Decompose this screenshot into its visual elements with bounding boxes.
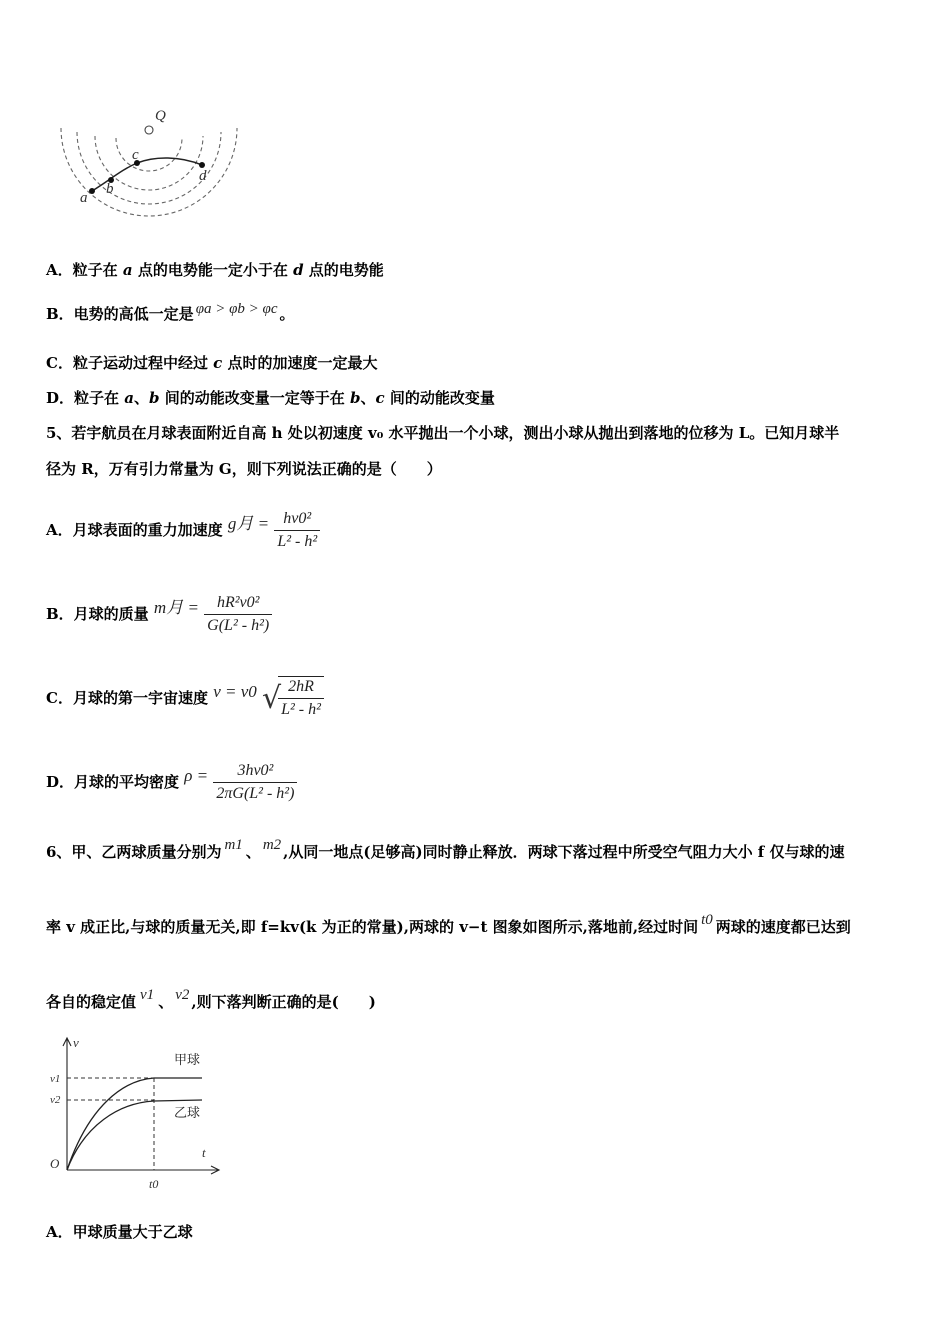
point-a: [89, 188, 95, 194]
curve-jia: [67, 1078, 202, 1170]
tick-t0: t0: [149, 1177, 159, 1191]
origin-label: O: [50, 1156, 60, 1171]
label-Q: Q: [155, 108, 166, 124]
q6-stem-line1: 6、甲、乙两球质量分别为 m1 、 m2 ,从同一地点(足够高)同时静止释放．两球下落过程中所受空气阻力大小 f 仅与球的速: [46, 837, 845, 861]
q6-stem-line2: 率 v 成正比,与球的质量无关,即 f=kv(k 为正的常量),两球的 v−t 图象如图所示,落地前,经过时间 t0 两球的速度都已达到: [46, 912, 851, 936]
q4-option-d: D．粒子在 a、b 间的动能改变量一定等于在 b、c 间的动能改变量: [46, 389, 495, 407]
q5-stem-line1: 5、若宇航员在月球表面附近自高 h 处以初速度 v₀ 水平抛出一个小球，测出小球从抛出到落地的位移为 L。已知月球半: [46, 424, 840, 442]
label-b: b: [106, 181, 114, 197]
q5-option-b: B．月球的质量 m月 = $\frac{\text{hR²v0²}}{\text{G(L² - h²)}}$: [46, 591, 272, 636]
potential-inequality: φa > φb > φc: [195, 301, 278, 317]
formula-a-fraction: $\frac{\text{hv0²}}{\text{L² - h²}}$: [274, 509, 320, 552]
equipotential-line-1: [116, 138, 182, 171]
q5-option-d: D．月球的平均密度 ρ = $\frac{\text{3hv0²}}{\text{2πG(L² - h²)}}$: [46, 759, 297, 804]
label-d: d: [199, 168, 207, 184]
sqrt-sign: √: [261, 681, 282, 716]
q4-option-b: B．电势的高低一定是 φa > φb > φc 。: [46, 301, 295, 323]
tick-v1: v1: [50, 1073, 61, 1085]
formula-c-fraction: $\frac{2hR}{\text{L² - h²}}$: [278, 676, 324, 720]
q6-stem-line3: 各自的稳定值 v1 、 v2 ,则下落判断正确的是( ): [46, 987, 376, 1011]
q5-stem-line2: 径为 R，万有引力常量为 G，则下列说法正确的是（ ）: [46, 460, 442, 478]
formula-d-fraction: $\frac{\text{3hv0²}}{\text{2πG(L² - h²)}}$: [213, 761, 297, 804]
q4-option-c: C．粒子运动过程中经过 c 点时的加速度一定最大: [46, 354, 378, 372]
q6-option-a: A．甲球质量大于乙球: [46, 1223, 193, 1241]
equipotential-figure: [55, 100, 255, 225]
axis-t-label: t: [202, 1145, 206, 1160]
tick-v2: v2: [50, 1094, 61, 1106]
axis-v-label: v: [73, 1035, 79, 1050]
label-a: a: [80, 190, 88, 206]
charge-Q: [145, 126, 153, 134]
q5-option-c: C．月球的第一宇宙速度 v = v0 √ $\frac{2hR}{\text{L² - h²}}$: [46, 675, 324, 720]
label-c: c: [132, 147, 139, 163]
formula-b-fraction: $\frac{\text{hR²v0²}}{\text{G(L² - h²)}}$: [204, 593, 272, 636]
vt-graph: [44, 1035, 224, 1195]
q5-option-a: A．月球表面的重力加速度 g月 = $\frac{\text{hv0²}}{\text{L² - h²}}$: [46, 507, 320, 552]
q4-option-a: A．粒子在 a 点的电势能一定小于在 d 点的电势能: [46, 261, 384, 279]
label-yi: 乙球: [174, 1106, 201, 1121]
label-jia: 甲球: [174, 1053, 201, 1068]
